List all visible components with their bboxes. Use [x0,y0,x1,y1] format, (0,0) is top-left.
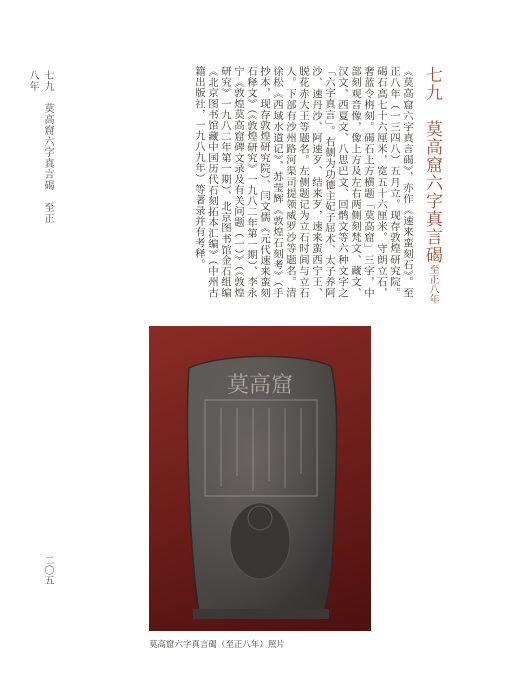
stele-figure-relief [230,503,290,579]
photo-caption: 莫高窟六字真言碣（至正八年）照片 [149,639,285,649]
article-block [140,66,445,304]
running-head: 七九 莫高窟六字真言碣 至正八年 [27,70,53,224]
article-body: 《莫高窟六字真言碣》，亦作《速来蛮刻石》。至正八年（一三四八）五月立。现存敦煌研究院。碣石高七十六厘米，宽五十六厘米。守朗立石，奢蓝令栴刻。碣石上方横题「莫高窟」三字，中部刻观音像，像上方及左右两侧刻梵文、藏文、汉文、西夏文、八思巴文、回鹘文等六种文字之「六字真言」。右侧为功德主妃子屈术、太子养阿沙、速丹沙、阿速歹、结来歹，速来蛮西宁王、脱花赤大王等题名。左侧题记为立石时间与立石人。下部有沙州路河渠司提领威罗沙等题名。清徐松《西域水道记》、苏莹辉《敦煌石刻考》（手抄本，现存敦煌研究院）、闫文儒《元代速来蛮刻石释文》（《敦煌研究》一九八二年第一期）、李永宁《敦煌莫高窟碑文录及有关问题（一）》（《敦煌研究》一九八二年第一期）、北京图书馆金石组编《北京图书馆藏中国历代石刻拓本汇编》（中州古籍出版社，一九八九年）等著录并有考释。 [193,66,413,298]
stele-illustration [149,326,371,631]
article-date: 至正八年 [427,264,438,304]
article-title: 七九 莫高窟六字真言碣 [422,66,442,264]
stele-title-glyphs: 莫高窟 [226,373,294,398]
stele-photo [149,326,371,631]
article-title-column [419,66,445,304]
stele-base [193,609,329,619]
page-number: 二〇五 [42,555,53,585]
